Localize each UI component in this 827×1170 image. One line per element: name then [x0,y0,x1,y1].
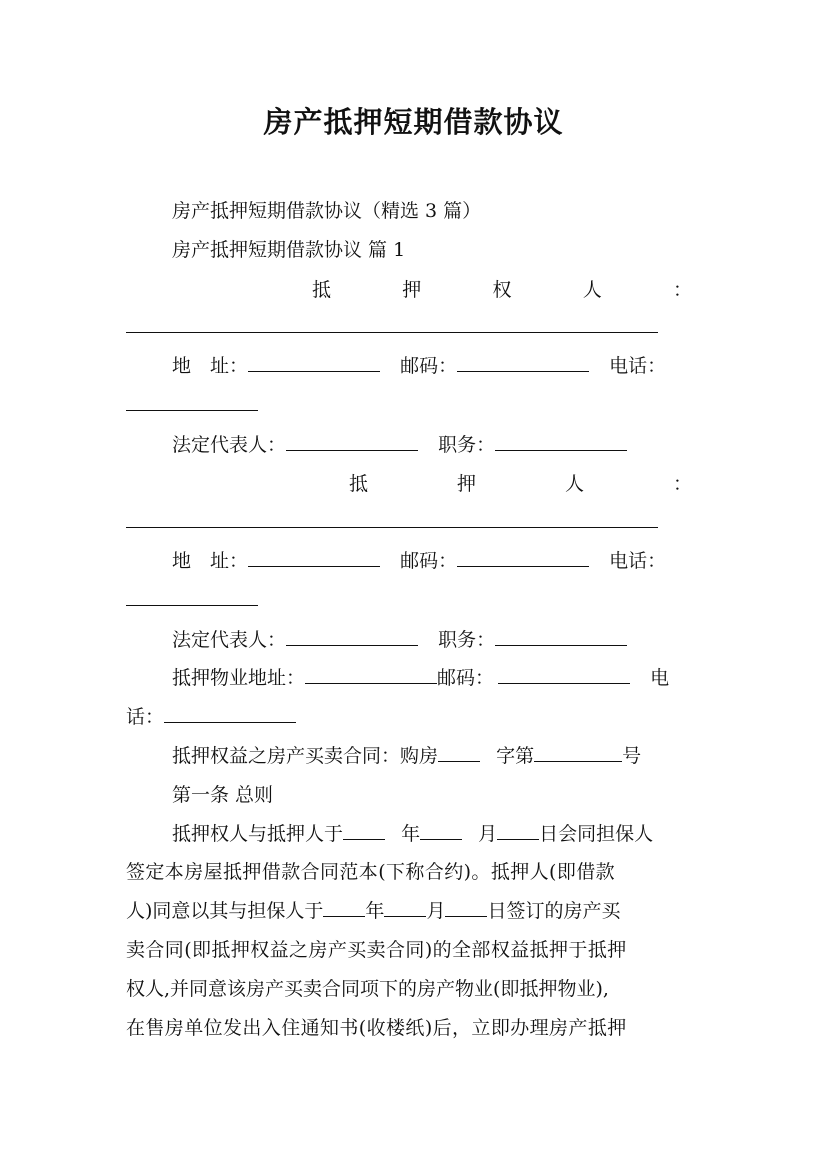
mortgagee-zip-blank [457,370,589,372]
mortgagee-position-blank [495,449,627,451]
mortgagee-phone-blank [126,392,701,411]
document-title: 房产抵押短期借款协议 [263,105,564,139]
mortgagee-label: 抵 押 权 人 ： [312,279,692,301]
mortgagor-position-blank [495,644,627,646]
contract-row: 抵押权益之房产买卖合同：购房 字第 号 [172,745,642,767]
mortgagor-legal-rep-row: 法定代表人： 职务： [172,626,701,654]
paragraph-line-4: 卖合同(即抵押权益之房产买卖合同)的全部权益抵押于抵押 [126,939,627,961]
paragraph-line-2: 签定本房屋抵押借款合同范本(下称合约)。抵押人(即借款 [126,861,616,883]
mortgagor-phone-blank [126,587,701,606]
property-phone-row: 话： [126,703,701,731]
paragraph-line-3: 人)同意以其与担保人于 年 月 日签订的房产买 [126,900,621,922]
mortgagee-legal-rep-blank [286,449,418,451]
mortgagor-address-blank [248,565,380,567]
property-address-blank [305,682,437,684]
property-zip-blank [498,682,630,684]
paragraph-line-1: 抵押权人与抵押人于 年 月 日会同担保人 [172,823,654,845]
mortgagor-zip-blank [457,565,589,567]
mortgagor-legal-rep-blank [286,644,418,646]
article-1-heading: 第一条 总则 [172,784,274,806]
property-phone-blank [164,721,296,723]
mortgagor-name-blank [126,509,701,528]
mortgagee-address-blank [248,370,380,372]
property-address-row: 抵押物业地址： 邮码： 电 [172,667,670,689]
mortgagee-address-row: 地 址： 邮码： 电话： [172,355,667,377]
mortgagee-legal-rep-row: 法定代表人： 职务： [172,431,701,459]
paragraph-line-5: 权人,并同意该房产买卖合同项下的房产物业(即抵押物业), [126,978,609,1000]
mortgagor-label: 抵 押 人 ： [349,473,692,495]
paragraph-line-6: 在售房单位发出入住通知书(收楼纸)后，立即办理房产抵押 [126,1017,627,1039]
subtitle-collection: 房产抵押短期借款协议（精选 3 篇） [172,200,482,222]
mortgagee-name-blank [126,314,701,333]
subtitle-part: 房产抵押短期借款协议 篇 1 [172,239,406,261]
mortgagor-address-row: 地 址： 邮码： 电话： [172,550,667,572]
